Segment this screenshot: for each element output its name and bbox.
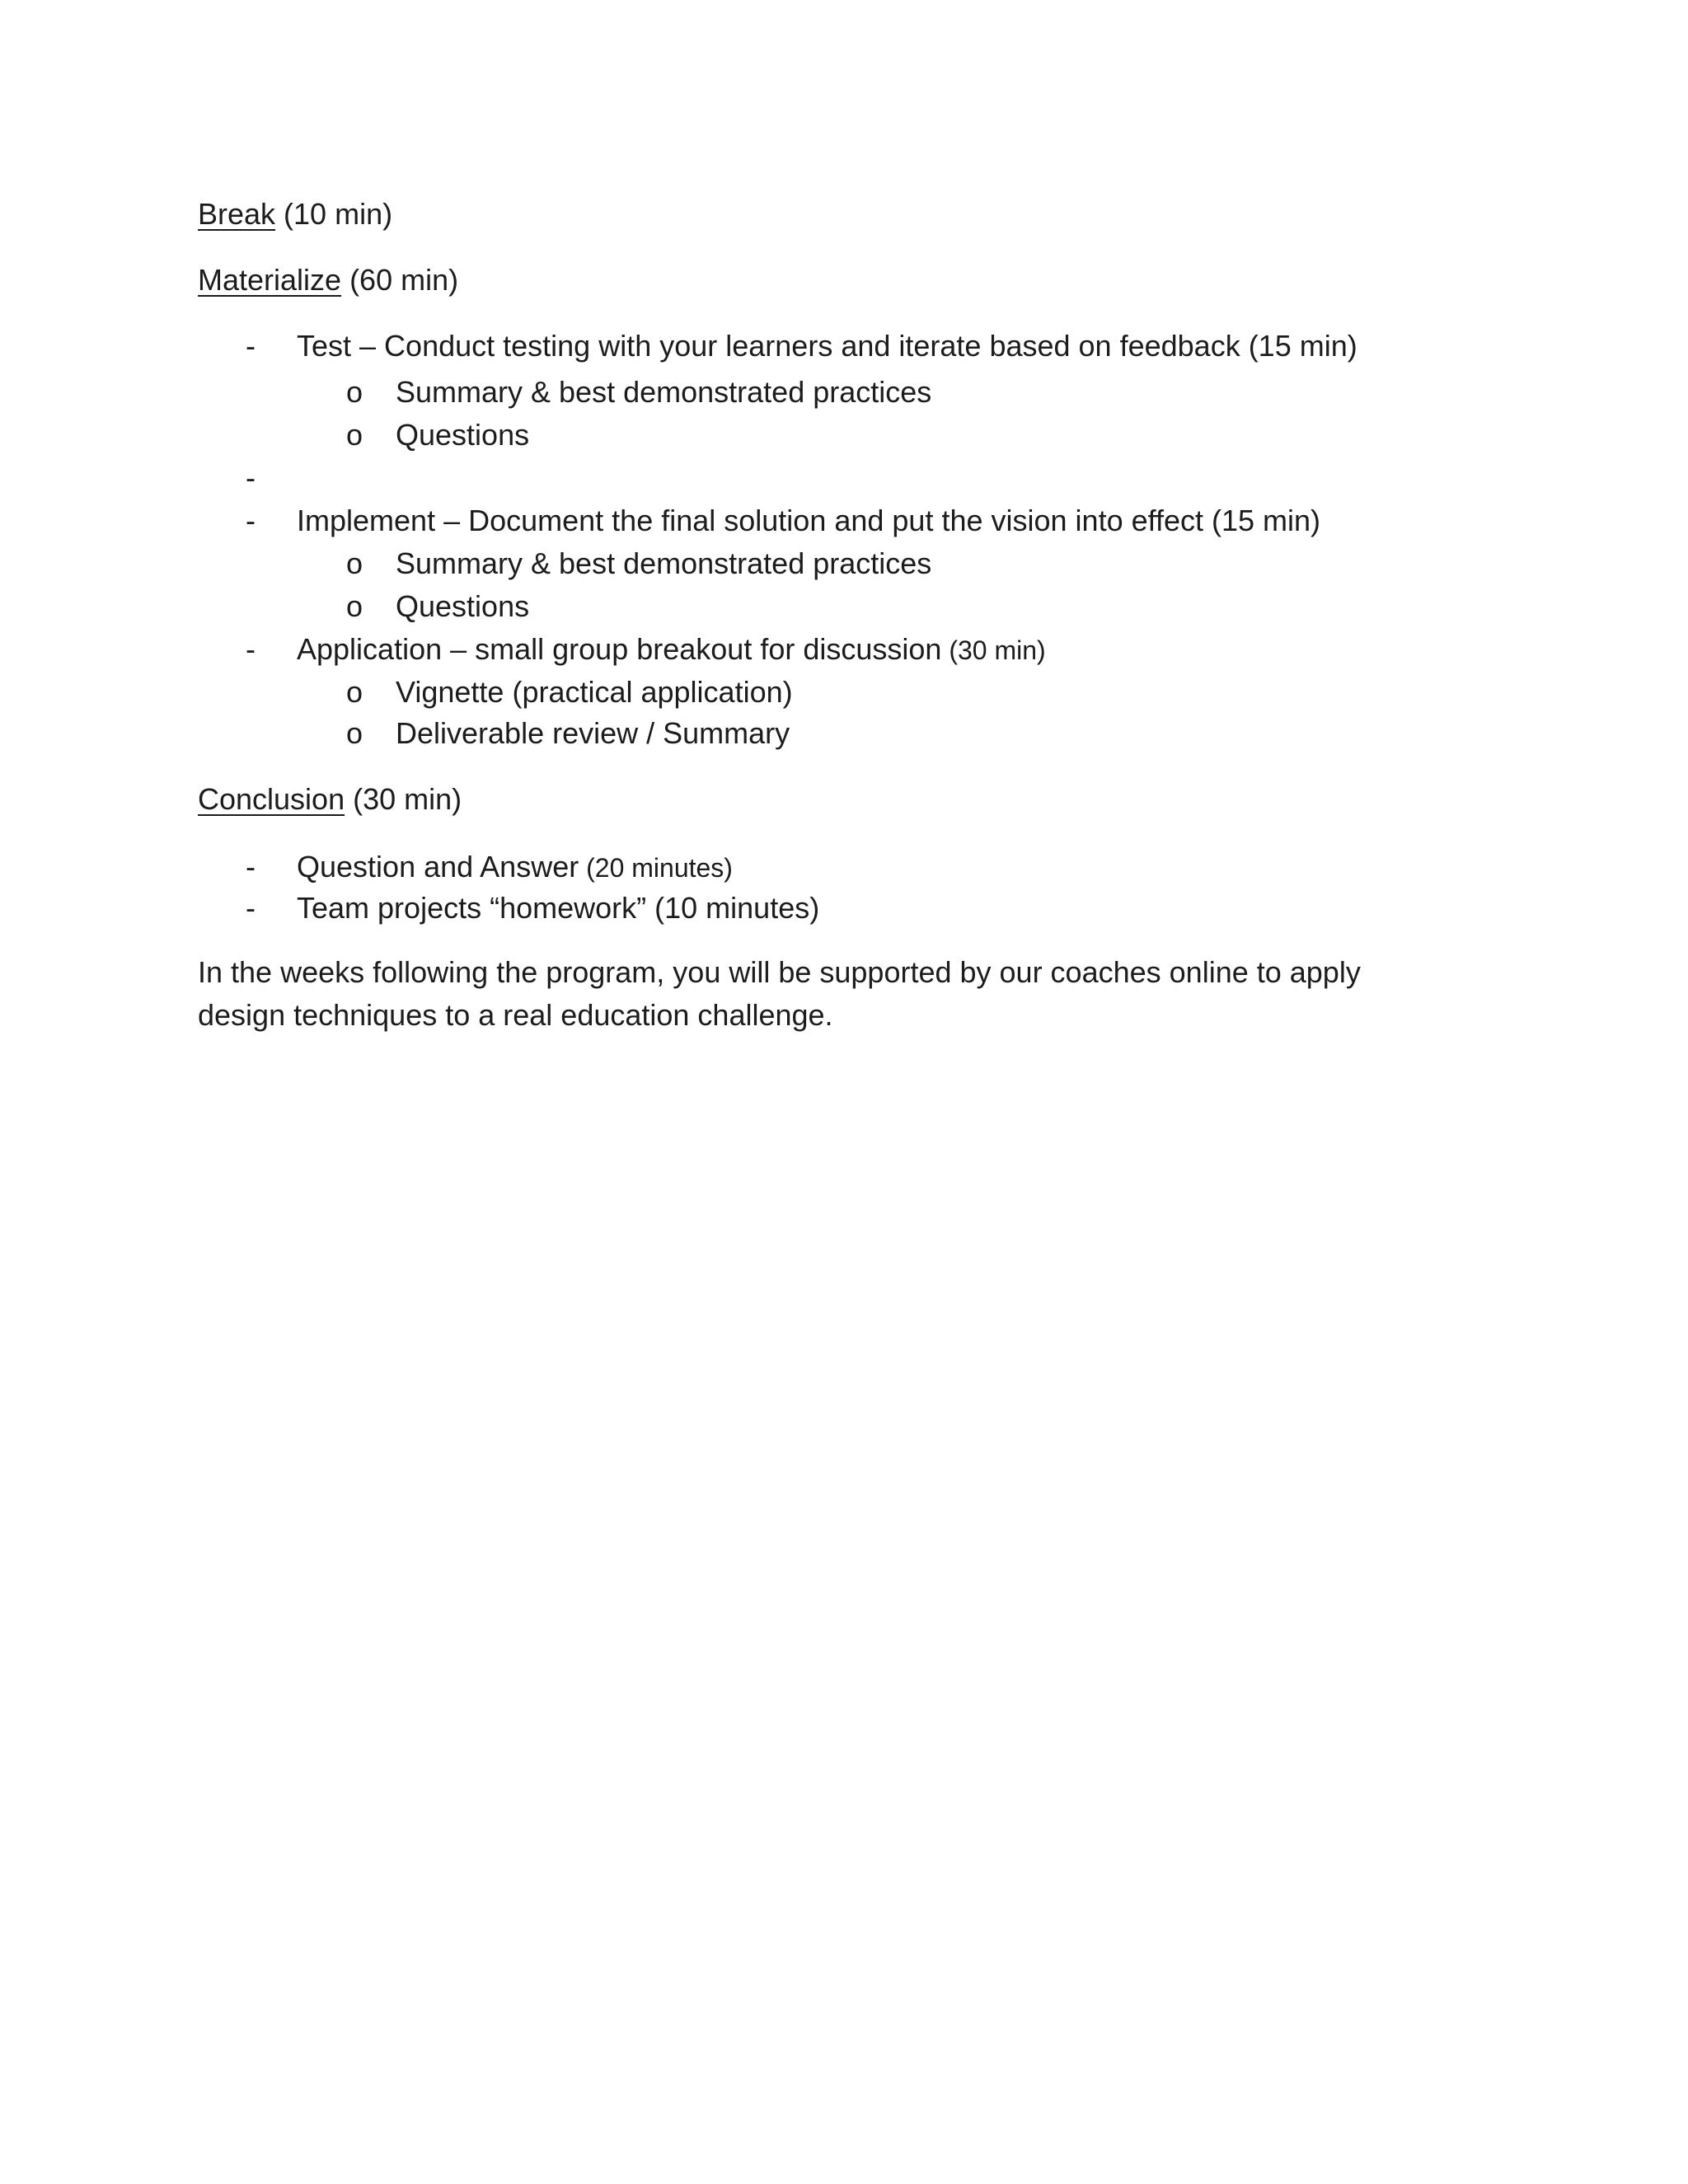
break-heading (198, 196, 392, 232)
break-duration: (10 min) (275, 197, 393, 231)
sub-list-item: Questions (396, 589, 530, 623)
list-item-qa (297, 849, 733, 886)
list-item-application (297, 631, 1046, 668)
sub-list-item: Questions (396, 418, 530, 452)
sub-list-marker: o (346, 589, 363, 623)
qa-text: Question and Answer (297, 850, 579, 883)
sub-list-item: Summary & best demonstrated practices (396, 546, 932, 580)
sub-list-item: Vignette (practical application) (396, 675, 793, 709)
sub-list-item: Deliverable review / Summary (396, 716, 790, 750)
closing-paragraph-line-2: design techniques to a real education challenge. (198, 998, 833, 1032)
list-item-team-projects: Team projects “homework” (10 minutes) (297, 891, 820, 925)
sub-list-marker: o (346, 675, 363, 709)
list-marker: - (246, 891, 256, 925)
conclusion-title: Conclusion (198, 782, 345, 816)
list-marker: - (246, 504, 256, 537)
conclusion-heading (198, 781, 462, 818)
materialize-title: Materialize (198, 263, 342, 297)
list-marker: - (246, 850, 256, 883)
sub-list-marker: o (346, 716, 363, 750)
materialize-duration: (60 min) (341, 263, 459, 297)
materialize-heading (198, 262, 458, 298)
break-title: Break (198, 197, 276, 231)
sub-list-marker: o (346, 375, 363, 409)
sub-list-marker: o (346, 546, 363, 580)
list-marker: - (246, 461, 256, 494)
closing-paragraph-line-1: In the weeks following the program, you will be supported by our coaches online to apply (198, 955, 1361, 989)
qa-duration: (20 minutes) (579, 853, 733, 883)
list-marker: - (246, 632, 256, 666)
list-item-implement: Implement – Document the final solution and put the vision into effect (15 min) (297, 504, 1321, 537)
list-item-test: Test – Conduct testing with your learners and iterate based on feedback (15 min) (297, 329, 1357, 363)
conclusion-duration: (30 min) (345, 782, 462, 816)
sub-list-item: Summary & best demonstrated practices (396, 375, 932, 409)
sub-list-marker: o (346, 418, 363, 452)
application-duration: (30 min) (941, 635, 1046, 665)
application-text: Application – small group breakout for discussion (297, 632, 942, 666)
list-marker: - (246, 329, 256, 363)
